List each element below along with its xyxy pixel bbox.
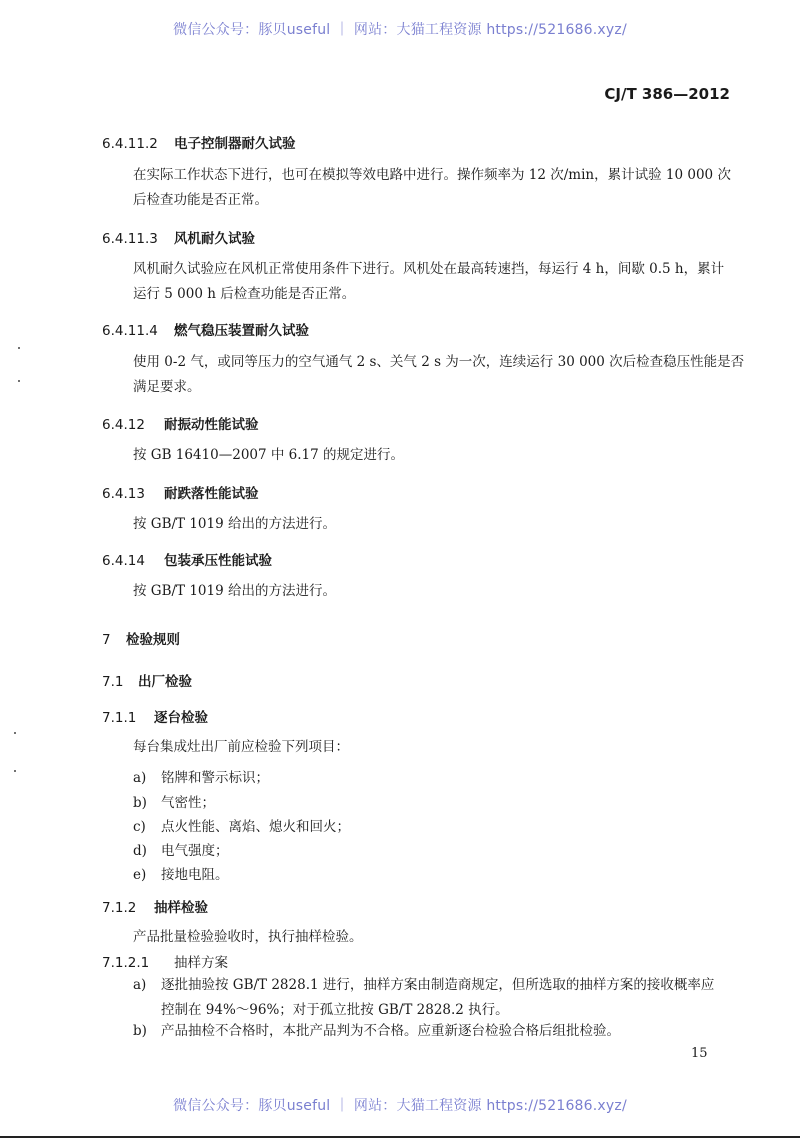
heading-title: 出厂检验: [138, 674, 192, 690]
heading-number: 7.1.2.1: [102, 955, 150, 971]
paragraph-6-4-11-3: [133, 257, 733, 307]
page-number: 15: [691, 1046, 708, 1061]
list-item: [133, 839, 229, 859]
watermark-top: 微信公众号：豚贝useful ｜ 网站：大猫工程资源 https://521686.xyz/: [173, 22, 627, 38]
heading-6-4-11-3: [102, 227, 255, 247]
paragraph-line: 风机耐久试验应在风机正常使用条件下进行。风机处在最高转速挡，每运行 4 h，间歇 0.5 h，累计: [133, 261, 725, 277]
list-item: [133, 863, 229, 883]
list-marker: a): [133, 770, 147, 786]
heading-title: 风机耐久试验: [174, 231, 255, 247]
list-marker: b): [133, 1023, 147, 1039]
list-text: 逐批抽验按 GB/T 2828.1 进行，抽样方案由制造商规定，但所选取的抽样方案的接收概率应: [161, 977, 715, 993]
heading-number: 6.4.13: [102, 486, 145, 502]
heading-6-4-11-4: [102, 319, 309, 339]
heading-number: 7.1: [102, 674, 124, 690]
heading-number: 6.4.11.3: [102, 231, 158, 247]
scan-speck: [14, 732, 16, 734]
heading-title: 抽样方案: [174, 955, 228, 971]
heading-number: 7.1.2: [102, 900, 137, 916]
paragraph-6-4-11-2: [133, 163, 733, 213]
list-text: 点火性能、离焰、熄火和回火；: [161, 819, 350, 835]
heading-number: 6.4.12: [102, 417, 145, 433]
list-marker: d): [133, 843, 147, 859]
list-marker: c): [133, 819, 146, 835]
list-text-continued: 控制在 94%～96%；对于孤立批按 GB/T 2828.2 执行。: [161, 1002, 509, 1018]
scan-speck: [18, 347, 20, 349]
paragraph-6-4-11-4: [133, 350, 745, 400]
heading-6-4-14: [102, 549, 272, 569]
heading-number: 7: [102, 632, 111, 648]
list-text: 产品抽检不合格时，本批产品判为不合格。应重新逐台检验合格后组批检验。: [161, 1023, 620, 1039]
heading-7-1-1: [102, 706, 208, 726]
scan-speck: [14, 770, 16, 772]
watermark-bottom: 微信公众号：豚贝useful ｜ 网站：大猫工程资源 https://521686.xyz/: [173, 1098, 627, 1114]
heading-6-4-12: [102, 413, 259, 433]
heading-title: 检验规则: [126, 632, 180, 648]
list-text: 铭牌和警示标识；: [161, 770, 269, 786]
heading-7: [102, 628, 180, 648]
heading-7-1: [102, 670, 192, 690]
heading-6-4-11-2: [102, 132, 296, 152]
paragraph-6-4-13: 按 GB/T 1019 给出的方法进行。: [133, 516, 336, 532]
paragraph-6-4-14: 按 GB/T 1019 给出的方法进行。: [133, 583, 336, 599]
standard-number: CJ/T 386—2012: [604, 85, 730, 103]
paragraph-6-4-12: 按 GB 16410—2007 中 6.17 的规定进行。: [133, 447, 405, 463]
heading-title: 燃气稳压装置耐久试验: [174, 323, 309, 339]
heading-title: 逐台检验: [154, 710, 208, 726]
list-marker: b): [133, 795, 147, 811]
footer-rule: [0, 1136, 800, 1138]
paragraph-line: 运行 5 000 h 后检查功能是否正常。: [133, 286, 356, 302]
list-text: 电气强度；: [161, 843, 229, 859]
heading-title: 包装承压性能试验: [164, 553, 272, 569]
list-item: [133, 1019, 620, 1044]
heading-number: 6.4.11.4: [102, 323, 158, 339]
paragraph-line: 满足要求。: [133, 379, 201, 395]
paragraph-line: 使用 0-2 气，或同等压力的空气通气 2 s、关气 2 s 为一次，连续运行 30 000 次后检查稳压性能是否: [133, 354, 745, 370]
list-marker: a): [133, 977, 147, 993]
list-item: [133, 766, 269, 786]
heading-number: 6.4.11.2: [102, 136, 158, 152]
heading-title: 耐振动性能试验: [164, 417, 259, 433]
list-item: [133, 791, 215, 811]
list-text: 接地电阻。: [161, 867, 229, 883]
heading-number: 6.4.14: [102, 553, 145, 569]
list-text: 气密性；: [161, 795, 215, 811]
paragraph-line: 在实际工作状态下进行，也可在模拟等效电路中进行。操作频率为 12 次/min，累计试验 10 000 次: [133, 167, 731, 183]
heading-number: 7.1.1: [102, 710, 137, 726]
list-marker: e): [133, 867, 147, 883]
heading-title: 耐跌落性能试验: [164, 486, 259, 502]
heading-6-4-13: [102, 482, 259, 502]
list-item: [133, 815, 350, 835]
heading-title: 抽样检验: [154, 900, 208, 916]
paragraph-7-1-2-intro: 产品批量检验验收时，执行抽样检验。: [133, 929, 363, 945]
scan-speck: [18, 380, 20, 382]
list-item: [133, 973, 715, 1018]
heading-title: 电子控制器耐久试验: [174, 136, 296, 152]
paragraph-7-1-1-intro: 每台集成灶出厂前应检验下列项目：: [133, 739, 349, 755]
heading-7-1-2-1: [102, 951, 228, 971]
heading-7-1-2: [102, 896, 208, 916]
paragraph-line: 后检查功能是否正常。: [133, 192, 268, 208]
